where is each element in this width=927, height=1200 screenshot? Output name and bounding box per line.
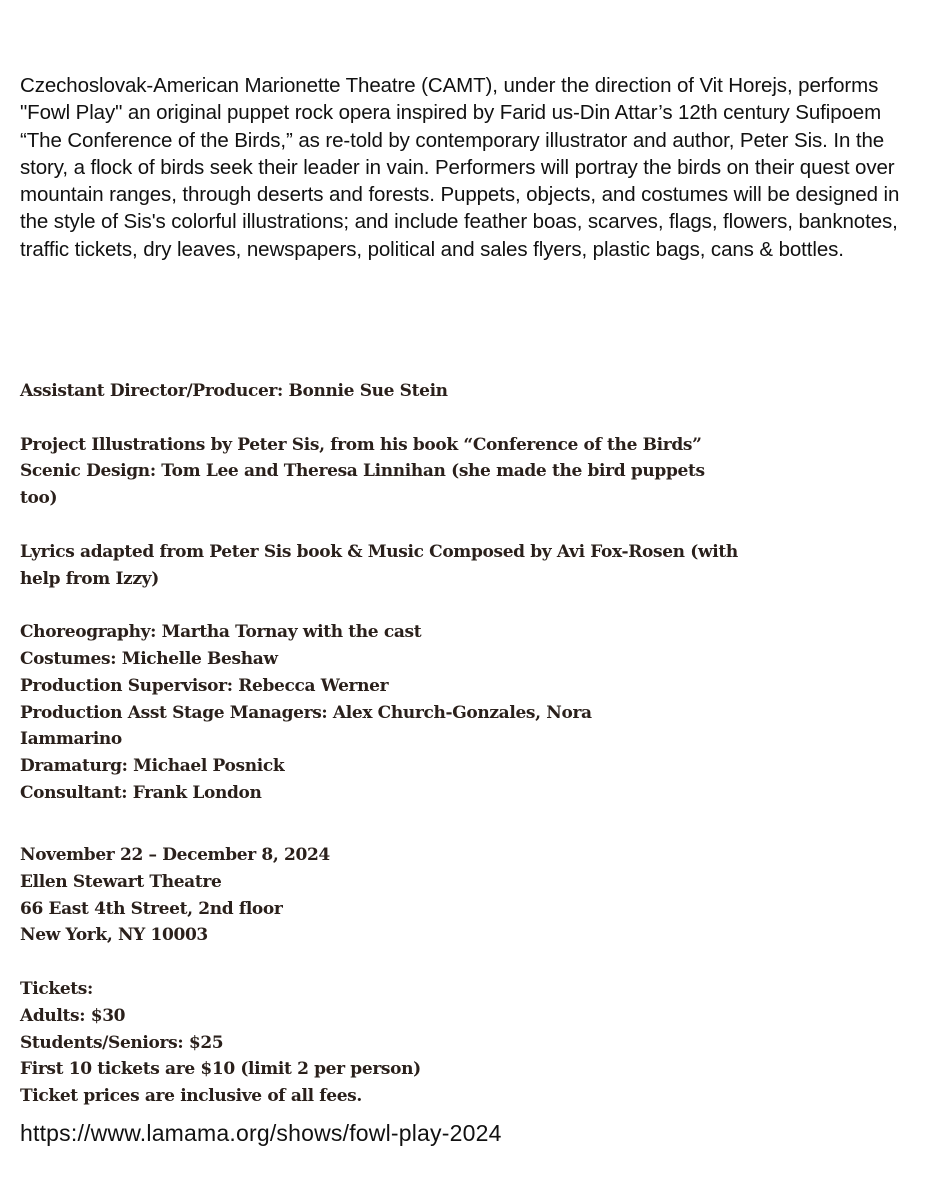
event-info-block xyxy=(20,842,740,1110)
credit-music: Lyrics adapted from Peter Sis book & Music Composed by Avi Fox-Rosen (with help from Izzy) xyxy=(20,541,738,589)
tickets-adults: Adults: $30 xyxy=(20,1005,126,1026)
document-page xyxy=(20,72,900,1146)
credit-assistant-director: Assistant Director/Producer: Bonnie Sue Stein xyxy=(20,381,448,401)
credit-choreography: Choreography: Martha Tornay with the cast xyxy=(20,622,422,643)
tickets-first10: First 10 tickets are $10 (limit 2 per person) xyxy=(20,1059,421,1080)
credit-dramaturg: Dramaturg: Michael Posnick xyxy=(20,756,285,777)
tickets-note: Ticket prices are inclusive of all fees. xyxy=(20,1086,362,1107)
show-url-link[interactable]: https://www.lamama.org/shows/fowl-play-2024 xyxy=(20,1120,502,1146)
credit-illustrations: Project Illustrations by Peter Sis, from his book “Conference of the Birds” xyxy=(20,434,702,455)
event-city: New York, NY 10003 xyxy=(20,925,208,946)
event-address: 66 East 4th Street, 2nd floor xyxy=(20,898,283,919)
event-dates: November 22 – December 8, 2024 xyxy=(20,845,330,865)
event-venue: Ellen Stewart Theatre xyxy=(20,871,222,892)
credit-costumes: Costumes: Michelle Beshaw xyxy=(20,648,278,669)
credits-block xyxy=(20,378,740,807)
tickets-heading: Tickets: xyxy=(20,978,93,999)
intro-paragraph: Czechoslovak-American Marionette Theatre (CAMT), under the direction of Vit Horejs, performs "Fowl Play" an original puppet rock opera inspired by Farid us-Din Attar’s 12th century Sufipoem “The Conference of the Birds,” as re-told by contemporary illustrator and author, Peter Sis. In the story, a flock of birds seek their leader in vain. Performers will portray the birds on their quest over mountain ranges, through deserts and forests. Puppets, objects, and costumes will be designed in the style of Sis's colorful illustrations; and include feather boas, scarves, flags, flowers, banknotes, traffic tickets, dry leaves, newspapers, political and sales flyers, plastic bags, cans & bottles. xyxy=(20,74,900,261)
tickets-students: Students/Seniors: $25 xyxy=(20,1032,224,1053)
credit-stage-managers: Production Asst Stage Managers: Alex Church-Gonzales, Nora Iammarino xyxy=(20,702,592,750)
credit-consultant: Consultant: Frank London xyxy=(20,782,262,803)
credit-scenic-design: Scenic Design: Tom Lee and Theresa Linnihan (she made the bird puppets too) xyxy=(20,461,705,509)
credit-production-supervisor: Production Supervisor: Rebecca Werner xyxy=(20,675,389,696)
